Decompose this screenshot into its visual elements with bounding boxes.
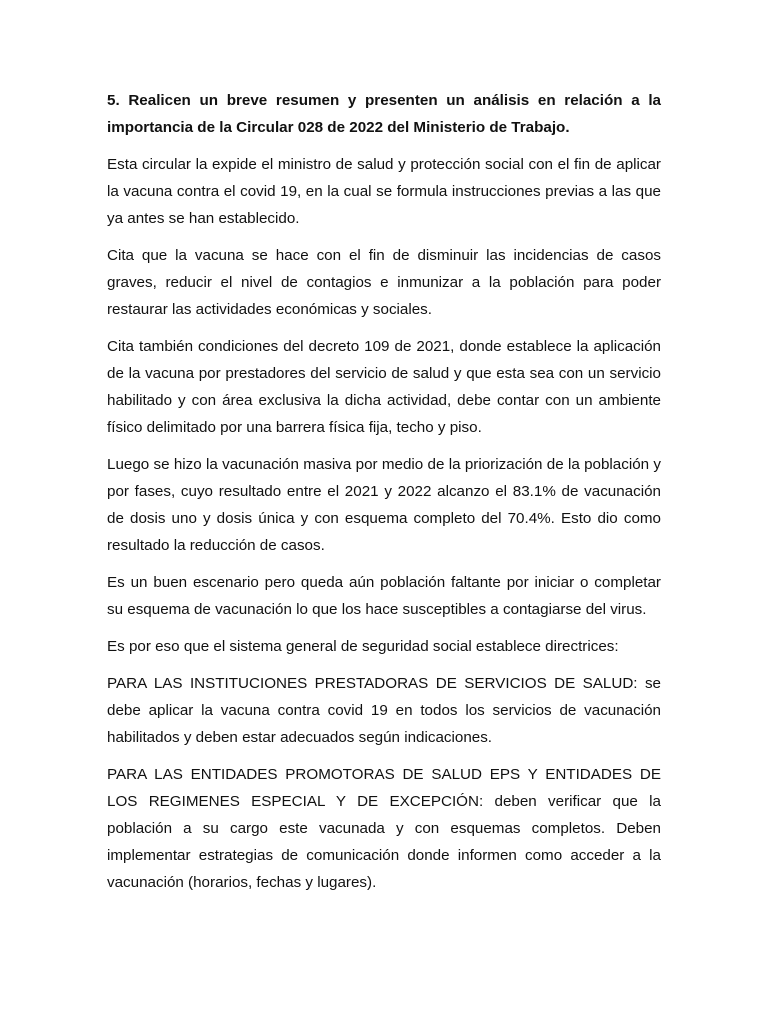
paragraph-vaccination-results: Luego se hizo la vacunación masiva por medio de la priorización de la población y por fases, cuyo resultado entre el 2021 y 2022 alcanzo el 83.1% de vacunación de dosis uno y dosis única y con esquema completo del 70.4%. Esto dio como resultado la reducción de casos. bbox=[107, 456, 661, 554]
paragraph-decree-conditions: Cita también condiciones del decreto 109 de 2021, donde establece la aplicación de la vacuna por prestadores del servicio de salud y que esta sea con un servicio habilitado y con área exclusiva la dicha actividad, debe contar con un ambiente físico delimitado por una barrera física fija, techo y piso. bbox=[107, 338, 661, 436]
paragraph-eps-directive: PARA LAS ENTIDADES PROMOTORAS DE SALUD EPS Y ENTIDADES DE LOS REGIMENES ESPECIAL Y DE EXCEPCIÓN: deben verificar que la población a su cargo este vacunada y con esquemas completos. Deben implementar estrategias de comunicación donde informen como acceder a la vacunación (horarios, fechas y lugares). bbox=[107, 766, 661, 891]
paragraph-circular-intro: Esta circular la expide el ministro de salud y protección social con el fin de aplicar la vacuna contra el covid 19, en la cual se formula instrucciones previas a las que ya antes se han establecido. bbox=[107, 156, 661, 227]
paragraph-directives-intro: Es por eso que el sistema general de seguridad social establece directrices: bbox=[107, 638, 619, 655]
paragraph-remaining-population: Es un buen escenario pero queda aún población faltante por iniciar o completar su esquema de vacunación lo que los hace susceptibles a contagiarse del virus. bbox=[107, 574, 661, 618]
paragraph-vaccine-purpose: Cita que la vacuna se hace con el fin de disminuir las incidencias de casos graves, reducir el nivel de contagios e inmunizar a la población para poder restaurar las actividades económicas y sociales. bbox=[107, 247, 661, 318]
document-page bbox=[107, 87, 661, 906]
question-heading: 5. Realicen un breve resumen y presenten un análisis en relación a la importancia de la Circular 028 de 2022 del Ministerio de Trabajo. bbox=[107, 92, 661, 136]
paragraph-ips-directive: PARA LAS INSTITUCIONES PRESTADORAS DE SERVICIOS DE SALUD: se debe aplicar la vacuna contra covid 19 en todos los servicios de vacunación habilitados y deben estar adecuados según indicaciones. bbox=[107, 675, 661, 746]
